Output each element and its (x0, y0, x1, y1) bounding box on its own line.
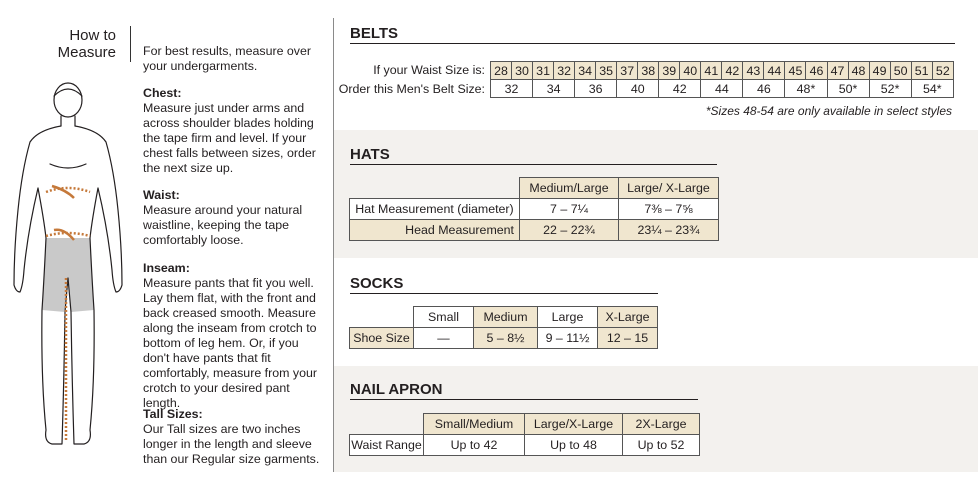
inseam-text: Measure pants that fit you well. Lay them flat, with the front and back creased smooth. Measure along the inseam from crotch to bottom of leg hem. Or, if you don't have pants that fit comfortably, measure from your crotch to your desired pant length. (143, 276, 317, 410)
socks-title: SOCKS (350, 275, 404, 292)
socks-col-header: Large (538, 307, 598, 328)
socks-title-rule (350, 293, 658, 294)
hats-col-header: Medium/Large (520, 178, 619, 199)
chest-text: Measure just under arms and across shoulder blades holding the tape firm and level. If your chest falls between sizes, order the next size up. (143, 101, 316, 175)
belt-size-row (491, 80, 954, 98)
waist-size-cell: 46 (806, 62, 827, 80)
waist-size-cell: 42 (722, 62, 743, 80)
socks-table (349, 306, 658, 349)
hats-title-rule (350, 164, 717, 165)
waist-size-cell: 48 (848, 62, 869, 80)
intro-text: For best results, measure over your undergarments. (143, 44, 312, 73)
waist-section (143, 188, 323, 248)
nail-apron-row-label: Waist Range (350, 435, 424, 456)
nail-apron-header-row (350, 414, 700, 435)
belt-size-cell: 42 (659, 80, 701, 98)
nail-apron-cell: Up to 42 (424, 435, 525, 456)
socks-cell: 9 – 11½ (538, 328, 598, 349)
nail-apron-title: NAIL APRON (350, 381, 443, 398)
belts-title: BELTS (350, 25, 399, 42)
hats-cell: 23¼ – 23¾ (619, 220, 719, 241)
chest-heading: Chest: (143, 86, 182, 100)
hats-row (350, 199, 719, 220)
waist-size-cell: 40 (680, 62, 701, 80)
socks-header-row (350, 307, 658, 328)
chest-section (143, 86, 323, 176)
waist-size-cell: 30 (512, 62, 533, 80)
waist-size-cell: 38 (638, 62, 659, 80)
waist-size-cell: 51 (911, 62, 932, 80)
inseam-section (143, 261, 323, 411)
tall-sizes-text: Our Tall sizes are two inches longer in the length and sleeve than our Regular size garments. (143, 422, 320, 466)
socks-row-label: Shoe Size (350, 328, 414, 349)
empty-corner (350, 307, 414, 328)
belts-footnote: *Sizes 48-54 are only available in select styles (705, 104, 952, 118)
nail-apron-row (350, 435, 700, 456)
hats-cell: 7⅜ – 7⅝ (619, 199, 719, 220)
waist-size-cell: 39 (659, 62, 680, 80)
hats-row-label: Hat Measurement (diameter) (350, 199, 520, 220)
belt-size-cell: 50* (827, 80, 869, 98)
hats-row-label: Head Measurement (350, 220, 520, 241)
tall-sizes-heading: Tall Sizes: (143, 407, 203, 421)
waist-heading: Waist: (143, 188, 180, 202)
hats-cell: 7 – 7¼ (520, 199, 619, 220)
belt-size-cell: 52* (869, 80, 911, 98)
heading-line-2: Measure (57, 44, 116, 61)
belt-size-cell: 32 (491, 80, 533, 98)
waist-size-cell: 52 (932, 62, 953, 80)
belt-size-label: Order this Men's Belt Size: (338, 82, 485, 96)
hats-header-row (350, 178, 719, 199)
belt-size-cell: 46 (743, 80, 785, 98)
belt-size-cell: 40 (617, 80, 659, 98)
belt-size-cell: 36 (575, 80, 617, 98)
socks-cell: — (414, 328, 474, 349)
belt-size-cell: 48* (785, 80, 827, 98)
waist-size-cell: 50 (890, 62, 911, 80)
tall-sizes-section (143, 407, 323, 467)
socks-col-header: Medium (474, 307, 538, 328)
nail-apron-title-rule (350, 399, 698, 400)
waist-size-cell: 44 (764, 62, 785, 80)
waist-size-cell: 31 (533, 62, 554, 80)
waist-size-cell: 43 (743, 62, 764, 80)
waist-text: Measure around your natural waistline, keeping the tape comfortably loose. (143, 203, 303, 247)
socks-cell: 5 – 8½ (474, 328, 538, 349)
waist-size-cell: 41 (701, 62, 722, 80)
hats-cell: 22 – 22¾ (520, 220, 619, 241)
hats-col-header: Large/ X-Large (619, 178, 719, 199)
empty-corner (350, 178, 520, 199)
waist-size-cell: 35 (596, 62, 617, 80)
how-to-measure-heading (40, 27, 116, 61)
nail-apron-col-header: Large/X-Large (525, 414, 623, 435)
hats-row (350, 220, 719, 241)
belt-size-cell: 44 (701, 80, 743, 98)
hats-title: HATS (350, 146, 390, 163)
body-measurement-figure (8, 80, 128, 460)
belt-size-cell: 54* (911, 80, 953, 98)
heading-line-1: How to (69, 27, 116, 44)
belt-size-cell: 34 (533, 80, 575, 98)
waist-size-row (491, 62, 954, 80)
socks-row (350, 328, 658, 349)
waist-size-label: If your Waist Size is: (373, 63, 485, 77)
waist-size-cell: 47 (827, 62, 848, 80)
waist-size-cell: 34 (575, 62, 596, 80)
waist-size-cell: 37 (617, 62, 638, 80)
socks-col-header: Small (414, 307, 474, 328)
heading-divider (130, 26, 131, 62)
belts-title-rule (350, 43, 955, 44)
nail-apron-col-header: Small/Medium (424, 414, 525, 435)
waist-size-cell: 32 (554, 62, 575, 80)
nail-apron-cell: Up to 52 (623, 435, 700, 456)
waist-size-cell: 49 (869, 62, 890, 80)
inseam-heading: Inseam: (143, 261, 190, 275)
socks-cell: 12 – 15 (598, 328, 658, 349)
waist-size-cell: 28 (491, 62, 512, 80)
nail-apron-col-header: 2X-Large (623, 414, 700, 435)
hats-table (349, 177, 719, 241)
nail-apron-table (349, 413, 700, 456)
waist-size-cell: 45 (785, 62, 806, 80)
empty-corner (350, 414, 424, 435)
nail-apron-cell: Up to 48 (525, 435, 623, 456)
socks-col-header: X-Large (598, 307, 658, 328)
belts-table (490, 61, 954, 98)
